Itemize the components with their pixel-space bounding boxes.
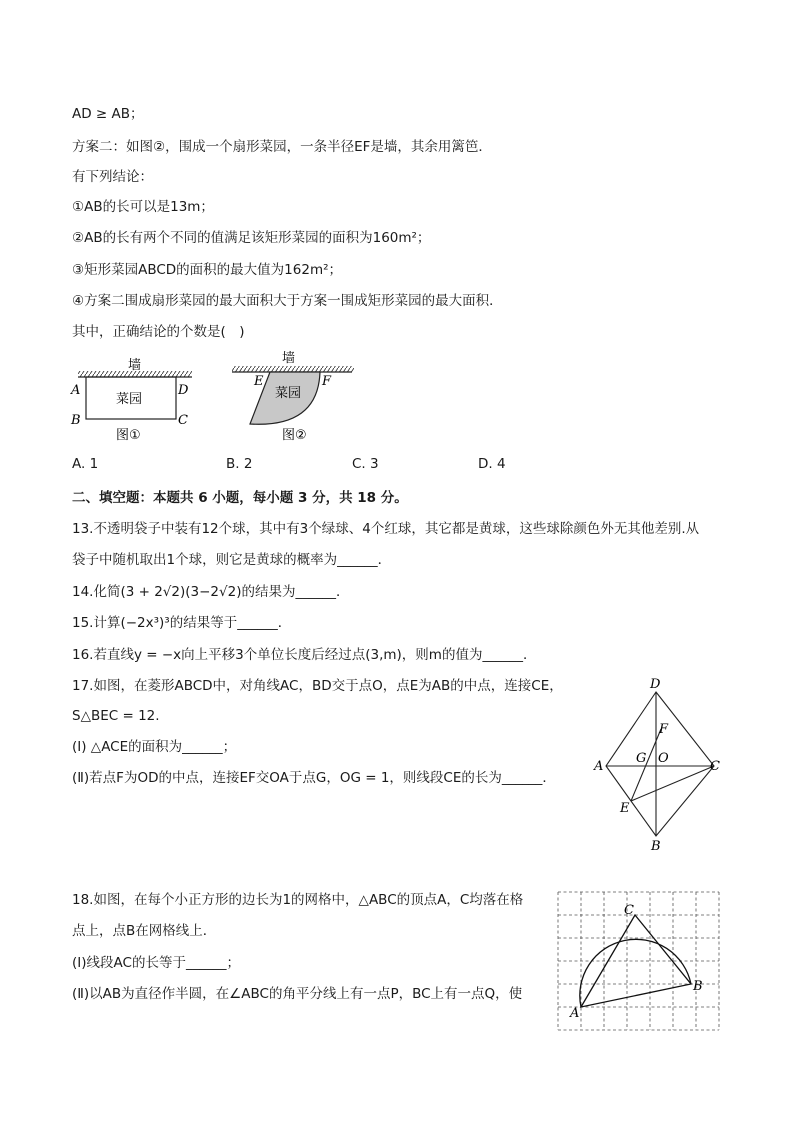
option-a: A. 1 [72, 456, 99, 472]
q13-line-1: 13.不透明袋子中装有12个球，其中有3个绿球、4个红球，其它都是黄球，这些球除颜色外无其他差别.从 [72, 521, 700, 537]
conclusion-3: ③矩形菜园ABCD的面积的最大值为162m²； [72, 262, 343, 278]
fig1-wall-label: 墙 [128, 358, 142, 373]
rhombus-label-D: D [650, 677, 661, 692]
grid-figure [552, 888, 724, 1036]
rhombus-figure [592, 676, 724, 854]
fig1-label-A: A [71, 383, 81, 398]
fig2-label-F: F [322, 374, 332, 389]
rhombus-label-E: E [620, 801, 630, 816]
conclusion-4: ④方案二围成扇形菜园的最大面积大于方案一围成矩形菜园的最大面积． [72, 293, 503, 309]
conclusion-2: ②AB的长有两个不同的值满足该矩形菜园的面积为160m²； [72, 230, 431, 246]
rhombus-label-F: F [659, 722, 669, 737]
q17-line-1: 17.如图，在菱形ABCD中，对角线AC，BD交于点O，点E为AB的中点，连接CE， [72, 678, 563, 694]
q18-line-2: 点上，点B在网格线上． [72, 923, 217, 939]
fig1-label-D: D [178, 383, 189, 398]
q17-part-2: (Ⅱ)若点F为OD的中点，连接EF交OA于点G，OG = 1，则线段CE的长为______． [72, 770, 556, 786]
rhombus-label-O: O [658, 751, 669, 766]
fig2-caption: 图② [282, 428, 307, 443]
grid-label-A: A [570, 1006, 580, 1021]
rhombus-label-G: G [636, 751, 647, 766]
grid-label-B: B [693, 979, 703, 994]
q15: 15.计算(−2x³)³的结果等于______． [72, 615, 292, 631]
q17-part-1: (Ⅰ) △ACE的面积为______； [72, 739, 237, 755]
fig2-label-E: E [254, 374, 264, 389]
q18-part-2: (Ⅱ)以AB为直径作半圆，在∠ABC的角平分线上有一点P，BC上有一点Q，使 [72, 986, 523, 1002]
section-heading-fill-blank: 二、填空题：本题共 6 小题，每小题 3 分，共 18 分。 [72, 490, 408, 506]
conclusion-1: ①AB的长可以是13m； [72, 199, 214, 215]
option-b: B. 2 [226, 456, 253, 472]
q18-part-1: (Ⅰ)线段AC的长等于______； [72, 955, 240, 971]
rhombus-label-C: C [710, 759, 720, 774]
text-line-3: 有下列结论： [72, 169, 153, 185]
rhombus-label-B: B [651, 839, 661, 854]
fig2-wall-label: 墙 [282, 351, 296, 366]
figure-1-rectangle-garden [70, 350, 200, 445]
figure-2-sector-garden [230, 350, 360, 445]
q18-line-1: 18.如图，在每个小正方形的边长为1的网格中，△ABC的顶点A，C均落在格 [72, 892, 524, 908]
q14: 14.化简(3 + 2√2)(3−2√2)的结果为______． [72, 584, 350, 600]
fig1-label-C: C [178, 413, 188, 428]
grid-label-C: C [624, 903, 634, 918]
text-line-1: AD ≥ AB； [72, 106, 144, 122]
fig1-garden-label: 菜园 [116, 392, 143, 407]
q13-line-2: 袋子中随机取出1个球，则它是黄球的概率为______． [72, 552, 392, 568]
fig1-caption: 图① [116, 428, 141, 443]
fig2-garden-label: 菜园 [275, 386, 302, 401]
rhombus-label-A: A [594, 759, 604, 774]
q17-line-2: S△BEC = 12. [72, 708, 160, 724]
question-stem: 其中，正确结论的个数是( ) [72, 324, 245, 340]
option-d: D. 4 [478, 456, 506, 472]
fig1-label-B: B [71, 413, 81, 428]
option-c: C. 3 [352, 456, 379, 472]
text-line-2: 方案二：如图②，围成一个扇形菜园，一条半径EF是墙，其余用篱笆． [72, 139, 492, 155]
q16: 16.若直线y = −x向上平移3个单位长度后经过点(3,m)，则m的值为______． [72, 647, 537, 663]
